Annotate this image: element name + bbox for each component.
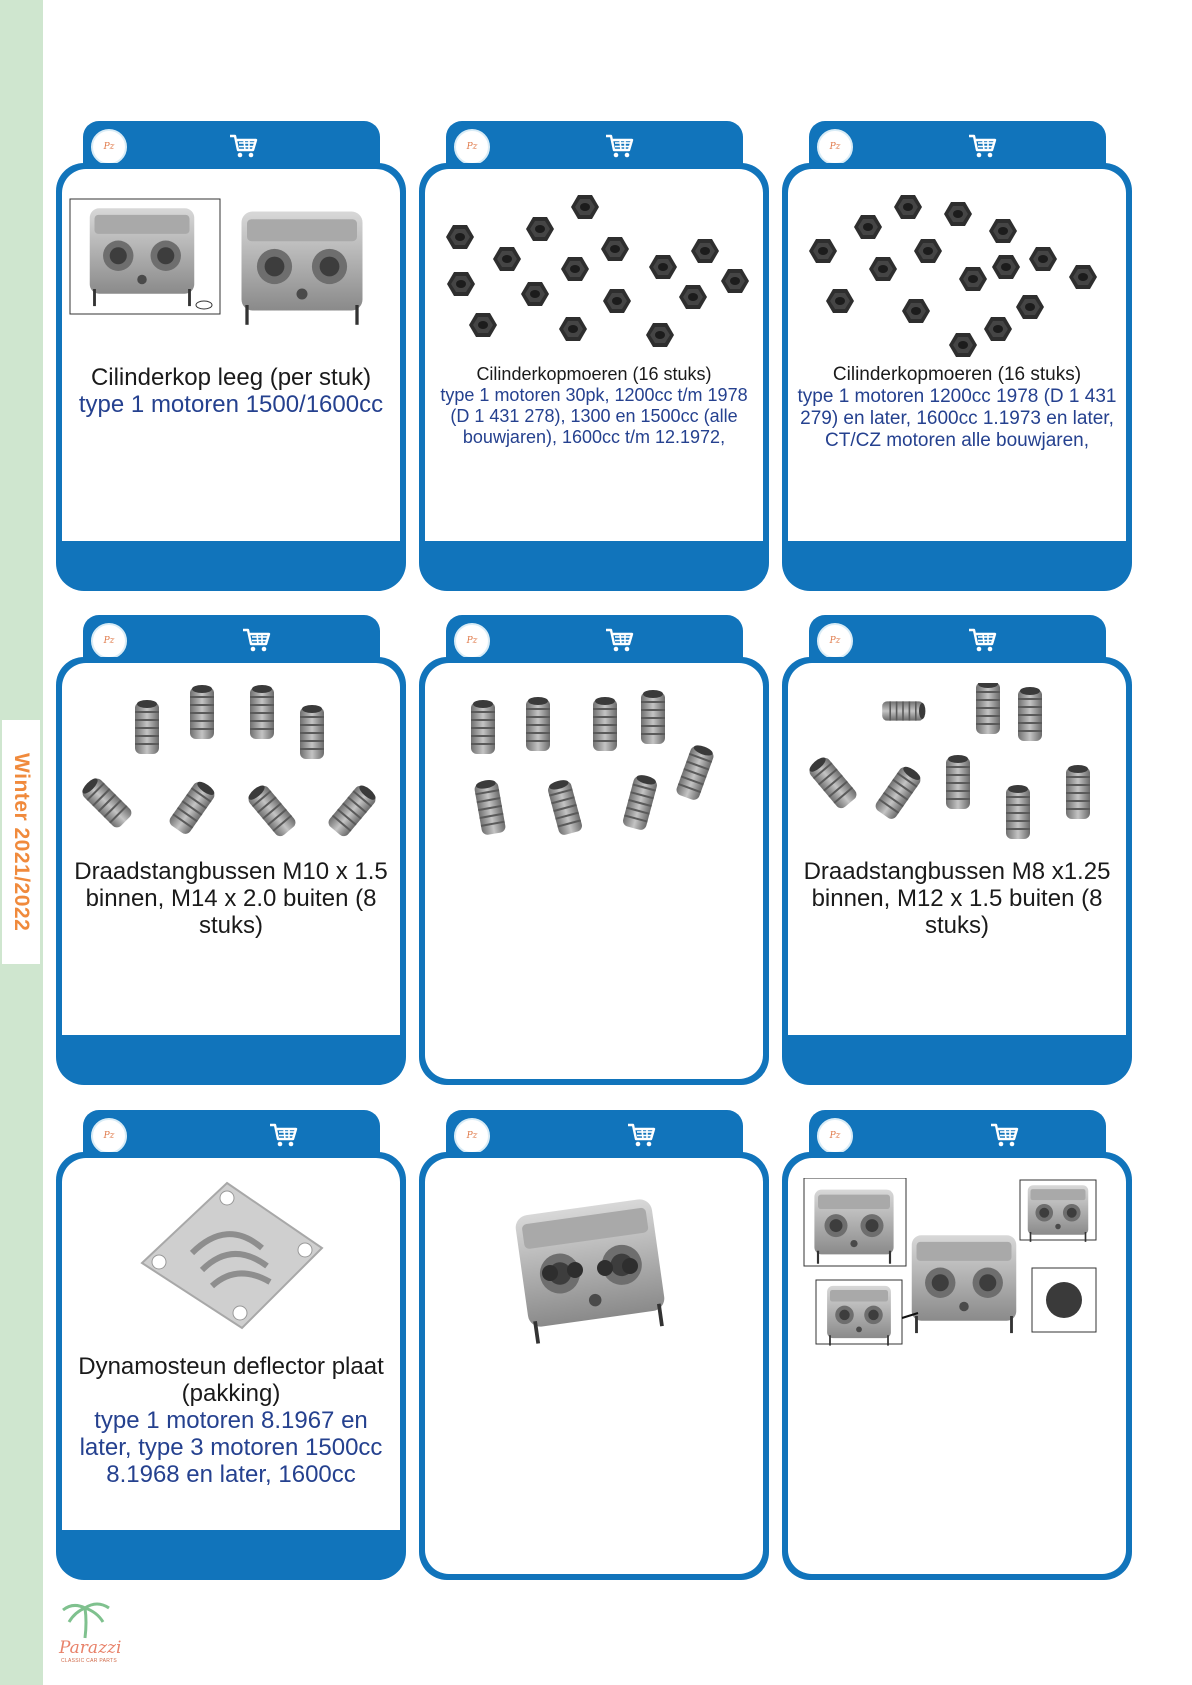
product-title: Draadstangbussen M10 x 1.5 binnen, M14 x 2.0 buiten (8 stuks) bbox=[74, 858, 388, 939]
product-image bbox=[788, 189, 1126, 359]
shopping-cart-icon[interactable] bbox=[604, 626, 634, 654]
product-image bbox=[788, 683, 1126, 853]
product-card-cylinder-head-set[interactable] bbox=[782, 1110, 1132, 1580]
shopping-cart-icon[interactable] bbox=[967, 132, 997, 160]
brand-logo-icon: Pz bbox=[91, 1118, 127, 1154]
shopping-cart-icon[interactable] bbox=[228, 132, 258, 160]
product-image bbox=[62, 683, 400, 853]
product-subtitle: type 1 motoren 1200cc 1978 (D 1 431 279) en later, 1600cc 1.1973 en later, CT/CZ motoren alle bouwjaren, bbox=[797, 386, 1117, 451]
product-image bbox=[62, 1178, 400, 1348]
product-subtitle: type 1 motoren 8.1967 en later, type 3 motoren 1500cc 8.1968 en later, 1600cc bbox=[79, 1407, 383, 1488]
shopping-cart-icon[interactable] bbox=[989, 1121, 1019, 1149]
product-image bbox=[425, 189, 763, 359]
brand-logo-icon: Pz bbox=[454, 1118, 490, 1154]
brand-logo bbox=[55, 1600, 125, 1670]
season-label: Winter 2021/2022 bbox=[10, 752, 33, 932]
shopping-cart-icon[interactable] bbox=[604, 132, 634, 160]
product-card-cylinder-head-complete[interactable] bbox=[419, 1110, 769, 1580]
product-card-cylinder-head[interactable] bbox=[56, 121, 406, 591]
brand-logo-icon: Pz bbox=[817, 623, 853, 659]
brand-logo-icon: Pz bbox=[454, 129, 490, 165]
brand-logo-icon: Pz bbox=[817, 1118, 853, 1154]
shopping-cart-icon[interactable] bbox=[241, 626, 271, 654]
shopping-cart-icon[interactable] bbox=[626, 1121, 656, 1149]
brand-logo-icon: Pz bbox=[91, 623, 127, 659]
brand-name: Parazzi bbox=[59, 1638, 122, 1658]
product-image bbox=[62, 189, 400, 359]
brand-logo-icon: Pz bbox=[91, 129, 127, 165]
product-image bbox=[425, 1178, 763, 1348]
brand-logo-icon: Pz bbox=[817, 129, 853, 165]
product-card-bushings-m10[interactable] bbox=[56, 615, 406, 1085]
product-card-head-nuts-a[interactable] bbox=[419, 121, 769, 591]
product-card-head-nuts-b[interactable] bbox=[782, 121, 1132, 591]
product-card-deflector-plate[interactable] bbox=[56, 1110, 406, 1580]
product-title: Dynamosteun deflector plaat (pakking) bbox=[78, 1353, 384, 1407]
product-title: Cilinderkopmoeren (16 stuks) bbox=[476, 364, 712, 384]
product-subtitle: type 1 motoren 1500/1600cc bbox=[78, 391, 384, 418]
brand-tagline: CLASSIC CAR PARTS bbox=[61, 1658, 118, 1664]
product-title: Cilinderkop leeg (per stuk) bbox=[90, 364, 372, 391]
product-title: Draadstangbussen M8 x1.25 binnen, M12 x 1.5 buiten (8 stuks) bbox=[803, 858, 1111, 939]
product-subtitle: type 1 motoren 30pk, 1200cc t/m 1978 (D 1 431 278), 1300 en 1500cc (alle bouwjaren), 1600cc t/m 12.1972, bbox=[440, 385, 748, 447]
product-card-bushings[interactable] bbox=[419, 615, 769, 1085]
season-tab bbox=[2, 720, 40, 964]
shopping-cart-icon[interactable] bbox=[967, 626, 997, 654]
brand-logo-icon: Pz bbox=[454, 623, 490, 659]
shopping-cart-icon[interactable] bbox=[268, 1121, 298, 1149]
product-card-bushings-m8[interactable] bbox=[782, 615, 1132, 1085]
product-title: Cilinderkopmoeren (16 stuks) bbox=[832, 364, 1082, 385]
product-image bbox=[788, 1178, 1126, 1348]
product-image bbox=[425, 683, 763, 853]
palm-tree-icon bbox=[55, 1600, 125, 1640]
